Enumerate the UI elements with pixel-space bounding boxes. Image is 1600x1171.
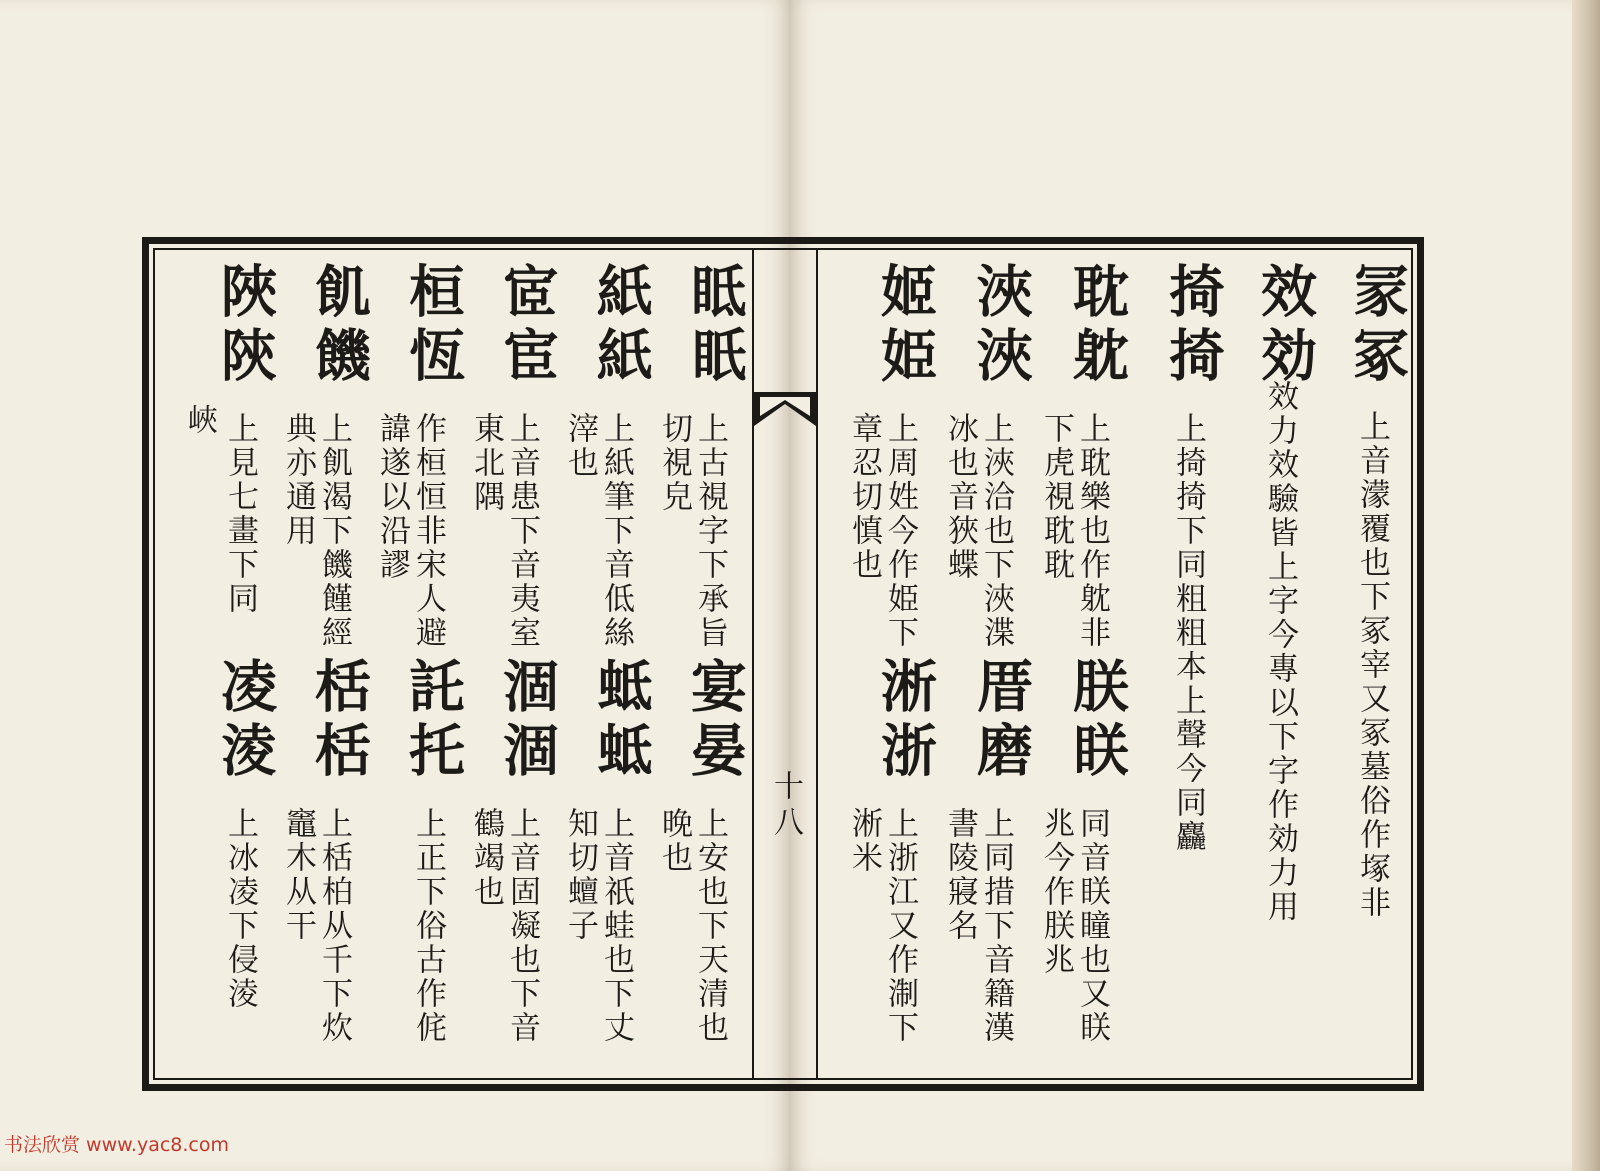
- entry: [932, 262, 1032, 672]
- fish-tail-mark-icon: [754, 392, 816, 426]
- entry-characters: 效効: [1252, 262, 1318, 390]
- entry-note: 效力效驗皆上字今專以下字作効力用: [1262, 380, 1298, 924]
- entry-characters: 冡冢: [1344, 262, 1410, 390]
- left-page-entries: [160, 262, 748, 1062]
- entry: [176, 657, 276, 1057]
- entry: [458, 262, 558, 662]
- entry-characters: 凌淩: [212, 657, 278, 785]
- entry: [836, 657, 936, 1067]
- entry: [932, 657, 1032, 1067]
- entry-note: 同音眹瞳也又眹兆今作朕兆: [1038, 807, 1110, 1045]
- entry: [1308, 262, 1408, 920]
- entry: [836, 262, 936, 672]
- entry-characters: 紙紙: [588, 262, 654, 390]
- entry-note: 上紙筆下音低絲滓也: [562, 412, 634, 650]
- entry: [1124, 262, 1224, 854]
- entry-note: 上栝柏从千下炊竈木从干: [280, 807, 352, 1045]
- entry-characters: 宴晏: [682, 657, 748, 785]
- entry-note: 上見七畫下同: [222, 412, 258, 616]
- entry-note: 上浙江又作淛下淅米: [846, 807, 918, 1045]
- entry-note: 上音祇蛙也下丈知切蟺子: [562, 807, 634, 1045]
- entry-characters: 涸涸: [494, 657, 560, 785]
- entry: [1028, 262, 1128, 672]
- entry-note: 上同措下音籍漢書陵寢名: [942, 807, 1014, 1045]
- entry: [1028, 657, 1128, 1067]
- entry-characters: 栝栝: [306, 657, 372, 785]
- entry-note: 上音患下音夷室東北隅: [468, 412, 540, 650]
- entry-note: 作桓恒非宋人避諱遂以沿謬: [374, 412, 446, 650]
- entry-note: 上安也下天清也晚也: [656, 807, 728, 1045]
- entry-characters: 厝磨: [968, 657, 1034, 785]
- entry-note: 上正下俗古作侂: [410, 807, 446, 1045]
- entry-characters: 掎掎: [1160, 262, 1226, 390]
- entry: [552, 657, 652, 1057]
- entry: [176, 262, 276, 662]
- entry: [552, 262, 652, 662]
- entry-characters: 桓恆: [400, 262, 466, 390]
- entry-characters: 眡眂: [682, 262, 748, 390]
- page-number: 十八: [768, 770, 803, 842]
- entry-characters: 蚳蚳: [588, 657, 654, 785]
- entry: [364, 262, 464, 662]
- book-edge: [1572, 0, 1600, 1171]
- entry-note: 上掎掎下同粗粗本上聲今同麤: [1170, 412, 1206, 854]
- entry-characters: 耽躭: [1064, 262, 1130, 390]
- entry-note: 上浹洽也下浹渫冰也音狹蝶: [942, 412, 1014, 650]
- entry-characters: 飢饑: [306, 262, 372, 390]
- entry: [458, 657, 558, 1057]
- entry-note: 上飢渴下饑饉經典亦通用: [280, 412, 352, 650]
- entry-note: 上音固凝也下音鶴竭也: [468, 807, 540, 1045]
- watermark: 书法欣赏 www.yac8.com: [4, 1134, 229, 1156]
- entry: [270, 262, 370, 662]
- right-page-entries: [822, 262, 1408, 1062]
- entry-characters: 託托: [400, 657, 466, 785]
- entry-characters: 姬姫: [872, 262, 938, 390]
- center-fold-column: [752, 248, 818, 1080]
- entry: [1216, 262, 1316, 924]
- entry-characters: 陜陝: [212, 262, 278, 390]
- entry-note: 上耽樂也作躭非下虎視耽耽: [1038, 412, 1110, 650]
- entry-characters: 宧宦: [494, 262, 560, 390]
- entry: [364, 657, 464, 1057]
- entry-characters: 浹浹: [968, 262, 1034, 390]
- entry: [646, 657, 746, 1057]
- entry: [270, 657, 370, 1057]
- entry-note: 上周姓今作姫下章忍切慎也: [846, 412, 918, 650]
- entry-variant: 峽: [182, 404, 217, 434]
- entry-note: 上音濛覆也下冢宰又冢墓俗作塚非: [1354, 410, 1390, 920]
- entry-characters: 朕眹: [1064, 657, 1130, 785]
- entry-note: 上冰凌下侵淩: [222, 807, 258, 1011]
- entry: [646, 262, 746, 662]
- entry-characters: 淅浙: [872, 657, 938, 785]
- entry-note: 上古視字下承旨切視皃: [656, 412, 728, 650]
